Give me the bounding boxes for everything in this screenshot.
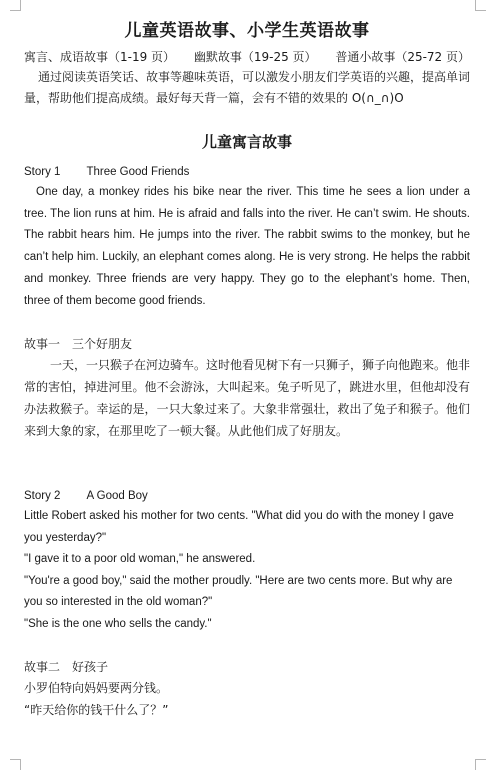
story-2-chinese-number: 故事二 [24,660,61,675]
story-2-line: "You're a good boy," said the mother proudly. "Here are two cents more. But why are you so interested in the old woman?" [24,574,453,609]
story-2-heading [24,486,470,506]
corner-mark-top-left [10,0,21,11]
section-title: 儿童寓言故事 [201,133,292,151]
story-2-line: Little Robert asked his mother for two cents. "What did you do with the money I gave you yesterday?" [24,510,454,544]
story-1-chinese [24,334,470,442]
story-2-chinese-title: 好孩子 [72,660,109,675]
story-1-title: Three Good Friends [86,166,190,178]
page-index [24,47,470,67]
story-1-chinese-heading [24,334,470,354]
story-1 [24,162,470,312]
story-2-chinese-line: 小罗伯特向妈妈要两分钱。 [24,681,169,696]
story-2-number: Story 2 [24,490,61,503]
story-1-heading [24,162,470,182]
story-1-chinese-text: 一天，一只猴子在河边骑车。这时他看见树下有一只狮子，狮子向他跑来。他非常的害怕，掉进河里。他不会游泳，大叫起来。兔子听见了，跳进水里，但他却没有办法救猴子。幸运的是，一只大象过来了。大象非常强壮，救出了兔子和猴子。他们来到大象的家，在那里吃了一顿大餐。从此他们成了好朋友。 [24,358,471,439]
story-2-line: "I gave it to a poor old woman," he answered. [24,553,256,566]
corner-mark-bottom-right [475,759,486,770]
index-item-stories: 普通小故事（25-72 页） [335,50,470,64]
story-2-line: "She is the one who sells the candy." [24,617,212,630]
story-2-chinese [24,657,470,721]
document-page [24,14,470,721]
index-item-fables: 寓言、成语故事（1-19 页） [24,50,176,64]
index-item-humor: 幽默故事（19-25 页） [193,50,317,64]
story-2-chinese-line: “昨天给你的钱干什么了？” [24,703,169,718]
story-2 [24,486,470,635]
story-1-chinese-number: 故事一 [24,337,61,352]
story-1-text: One day, a monkey rides his bike near the river. This time he sees a lion under a tree. The lion runs at him. He is afraid and falls into the river. He can’t swim. He shouts. The rabbit hears him. He jumps into the river. The rabbit swims to the monkey, but he can’t help him. Luckily, an elephant comes along. He is very strong. He helps the rabbit and monkey. Three friends are very happy. They go to the elephant’s home. Then, three of them become good friends. [24,186,470,307]
intro-paragraph: 通过阅读英语笑话、故事等趣味英语，可以激发小朋友们学英语的兴趣，提高单词量，帮助他们提高成绩。最好每天背一篇，会有不错的效果的 O(∩_∩)O [24,70,471,105]
corner-mark-top-right [475,0,486,11]
document-title: 儿童英语故事、小学生英语故事 [124,21,370,41]
story-2-chinese-heading [24,657,470,677]
story-2-title: A Good Boy [86,490,148,503]
story-1-chinese-title: 三个好朋友 [72,337,133,352]
story-1-number: Story 1 [24,166,61,178]
corner-mark-bottom-left [10,759,21,770]
